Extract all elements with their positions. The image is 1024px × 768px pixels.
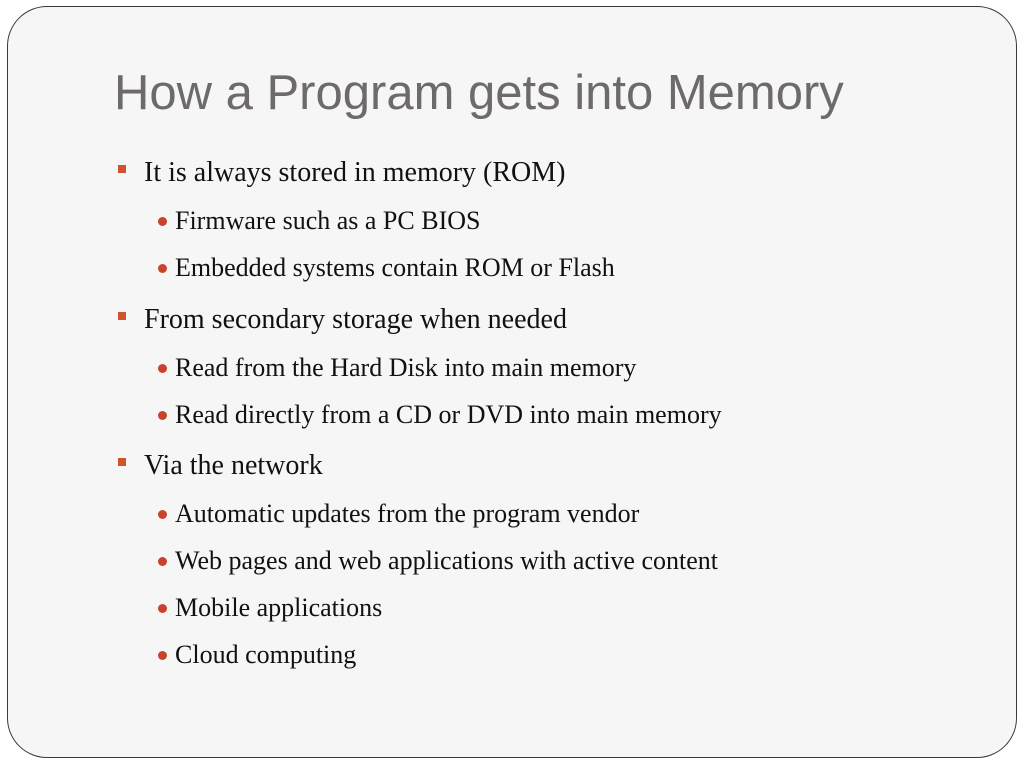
bullet-text: From secondary storage when needed: [144, 304, 567, 335]
bullet-item-rom: [144, 159, 566, 187]
sub-bullet-text: Web pages and web applications with active content: [175, 546, 719, 575]
round-bullet-icon: [158, 510, 167, 519]
square-bullet-icon: [118, 312, 126, 320]
sub-bullet-item: [175, 548, 718, 574]
sub-bullet-text: Cloud computing: [175, 640, 357, 669]
square-bullet-icon: [118, 165, 126, 173]
bullet-text: It is always stored in memory (ROM): [144, 157, 566, 188]
sub-bullet-item: [175, 355, 636, 381]
bullet-item-network: [144, 452, 323, 480]
sub-bullet-text: Automatic updates from the program vendor: [175, 499, 640, 528]
sub-bullet-text: Read from the Hard Disk into main memory: [175, 353, 637, 382]
sub-bullet-text: Read directly from a CD or DVD into main memory: [175, 400, 722, 429]
sub-bullet-item: [175, 402, 722, 428]
round-bullet-icon: [158, 651, 167, 660]
bullet-item-secondary-storage: [144, 306, 567, 334]
round-bullet-icon: [158, 604, 167, 613]
round-bullet-icon: [158, 411, 167, 420]
sub-bullet-item: [175, 642, 356, 668]
sub-bullet-item: [175, 501, 639, 527]
square-bullet-icon: [118, 458, 126, 466]
sub-bullet-text: Embedded systems contain ROM or Flash: [175, 253, 615, 282]
slide-title: How a Program gets into Memory: [114, 66, 844, 120]
sub-bullet-item: [175, 595, 382, 621]
bullet-list: [8, 7, 1016, 757]
sub-bullet-text: Mobile applications: [175, 593, 383, 622]
round-bullet-icon: [158, 364, 167, 373]
sub-bullet-item: [175, 255, 615, 281]
bullet-text: Via the network: [144, 450, 323, 481]
sub-bullet-item: [175, 208, 480, 234]
round-bullet-icon: [158, 557, 167, 566]
round-bullet-icon: [158, 264, 167, 273]
sub-bullet-text: Firmware such as a PC BIOS: [175, 206, 481, 235]
round-bullet-icon: [158, 217, 167, 226]
slide-frame: [7, 6, 1017, 758]
